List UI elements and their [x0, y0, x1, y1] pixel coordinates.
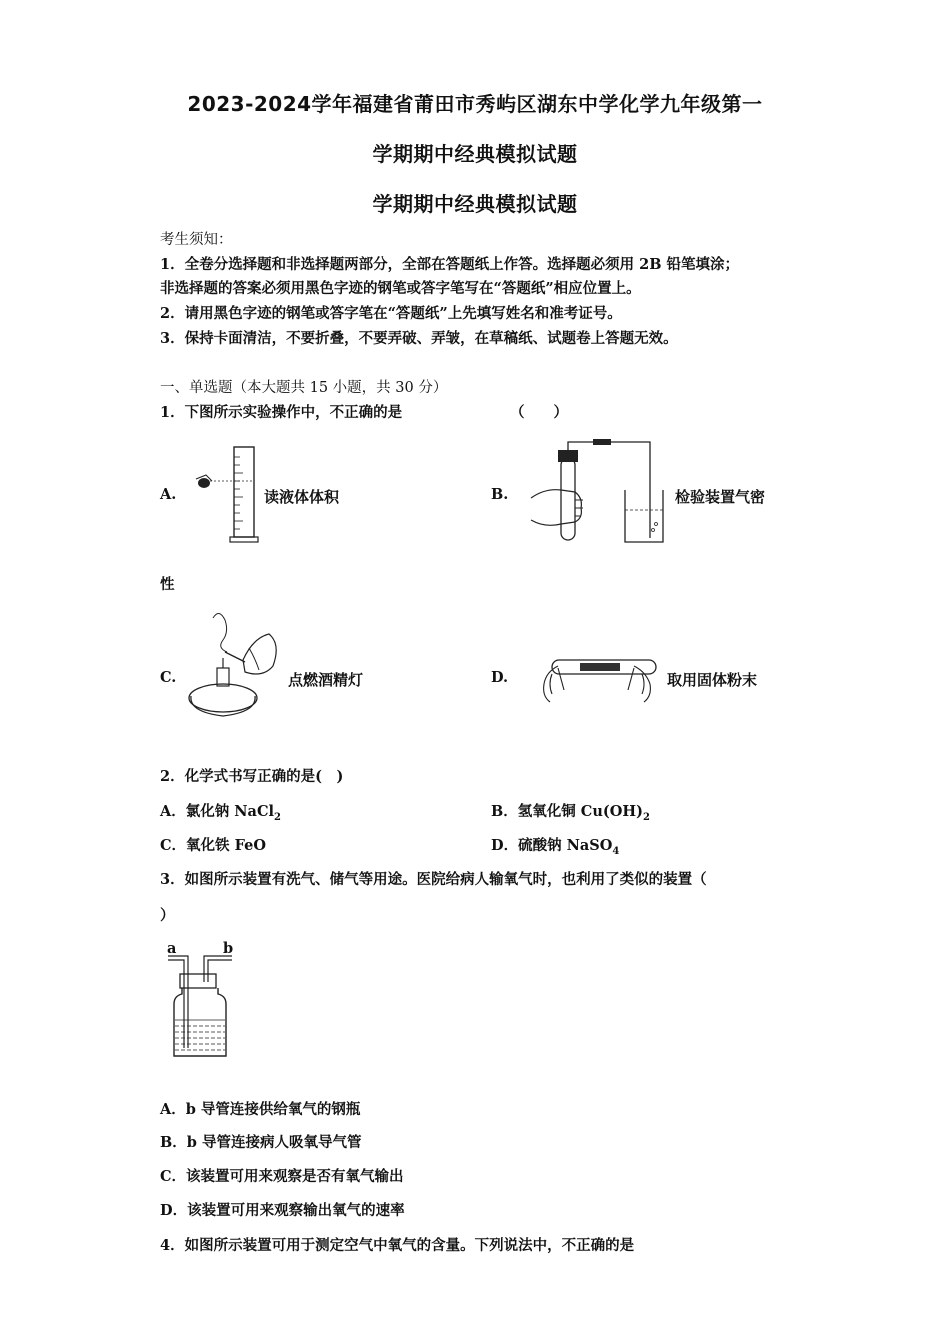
q1-option-d-text: 取用固体粉末	[667, 671, 758, 689]
solid-powder-figure	[538, 650, 660, 706]
title-line-3: 学期期中经典模拟试题	[372, 192, 578, 216]
q3-tube-label-a: a	[167, 940, 177, 957]
notice-heading: 考生须知：	[160, 232, 233, 248]
title-line-1: 2023-2024学年福建省莆田市秀屿区湖东中学化学九年级第一	[187, 92, 763, 116]
title-line-2: 学期期中经典模拟试题	[372, 142, 578, 166]
q2-option-b: B．氢氧化铜 $Cu(OH)_2$	[491, 803, 650, 823]
q1-option-d-label: D.	[491, 669, 509, 686]
section-heading: 一、单选题（本大题共 15 小题，共 30 分）	[160, 380, 448, 396]
q1-option-c-label: C.	[160, 669, 177, 686]
gas-washing-bottle-figure	[160, 952, 240, 1062]
q3-option-b: B．b 导管连接病人吸氧导气管	[160, 1134, 362, 1151]
q2-stem: 2．化学式书写正确的是( )	[160, 768, 344, 785]
q1-option-a-text: 读液体体积	[264, 488, 340, 506]
notice-item-3: 2．请用黑色字迹的钢笔或答字笔在“答题纸”上先填写姓名和准考证号。	[160, 305, 622, 322]
q4-stem: 4．如图所示装置可用于测定空气中氧气的含量。下列说法中，不正确的是	[160, 1237, 635, 1254]
q3-tube-label-b: b	[223, 940, 234, 957]
q3-option-a: A．b 导管连接供给氧气的钢瓶	[160, 1101, 361, 1118]
q3-option-c: C．该装置可用来观察是否有氧气输出	[160, 1168, 404, 1185]
graduated-cylinder-figure	[188, 443, 260, 545]
notice-item-2: 非选择题的答案必须用黑色字迹的钢笔或答字笔写在“答题纸”相应位置上。	[160, 280, 641, 297]
alcohol-lamp-figure	[183, 608, 283, 726]
q3-stem: 3．如图所示装置有洗气、储气等用途。医院给病人输氧气时，也利用了类似的装置（	[160, 871, 707, 888]
q1-option-b-text: 检验装置气密	[675, 488, 766, 506]
notice-item-4: 3．保持卡面清洁，不要折叠，不要弄破、弄皱，在草稿纸、试题卷上答题无效。	[160, 330, 678, 347]
notice-item-1: 1．全卷分选择题和非选择题两部分，全部在答题纸上作答。选择题必须用 2B 铅笔填涂；	[160, 256, 740, 273]
q1-stem: 1．下图所示实验操作中，不正确的是	[160, 404, 403, 421]
q1-answer-paren: （ ）	[510, 404, 568, 421]
q1-option-c-text: 点燃酒精灯	[288, 671, 364, 689]
q2-option-c: C．氧化铁 FeO	[160, 837, 266, 854]
q2-option-d: D．硫酸钠 NaSO$_4$	[491, 837, 620, 857]
airtightness-check-figure	[525, 438, 670, 548]
q1-option-a-label: A.	[160, 486, 177, 503]
q1-option-b-label: B.	[491, 486, 509, 503]
q1-option-b-continuation: 性	[160, 576, 175, 593]
q3-stem-continuation: ）	[160, 907, 175, 924]
q3-option-d: D．该装置可用来观察输出氧气的速率	[160, 1202, 405, 1219]
q2-option-a: A．氯化钠 NaCl$_2$	[160, 803, 281, 823]
